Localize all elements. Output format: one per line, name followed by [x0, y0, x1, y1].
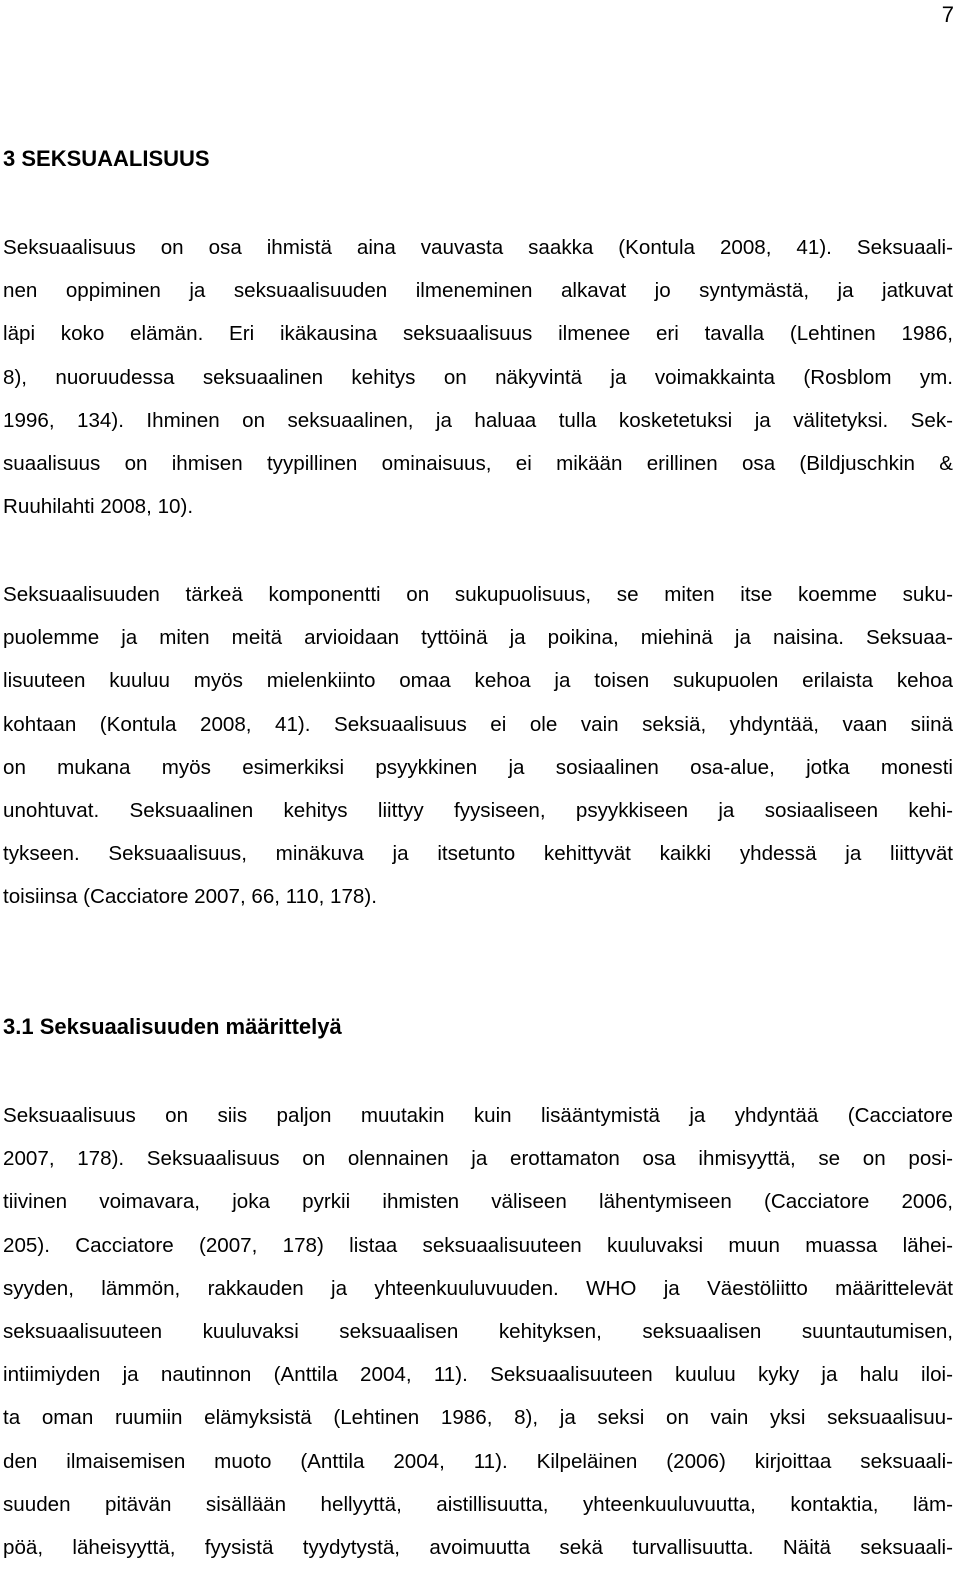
text-line: ta oman ruumiin elämyksistä (Lehtinen 1986, 8), ja seksi on vain yksi seksuaalisuu-	[3, 1406, 953, 1430]
text-line: den ilmaisemisen muoto (Anttila 2004, 11). Kilpeläinen (2006) kirjoittaa seksuaali-	[3, 1449, 953, 1473]
text-line: syyden, lämmön, rakkauden ja yhteenkuuluvuuden. WHO ja Väestöliitto määrittelevät	[3, 1276, 953, 1300]
text-line: 205). Cacciatore (2007, 178) listaa seksuaalisuuteen kuuluvaksi muun muassa lähei-	[3, 1233, 953, 1257]
section-heading: 3 SEKSUAALISUUS	[3, 146, 210, 171]
text-line: on mukana myös esimerkiksi psyykkinen ja sosiaalinen osa-alue, jotka monesti	[3, 755, 953, 779]
page-number: 7	[941, 2, 954, 27]
subsection-heading: 3.1 Seksuaalisuuden määrittelyä	[3, 1014, 342, 1039]
text-line: Seksuaalisuus on osa ihmistä aina vauvasta saakka (Kontula 2008, 41). Seksuaali-	[3, 236, 953, 259]
text-line: 8), nuoruudessa seksuaalinen kehitys on näkyvintä ja voimakkainta (Rosblom ym.	[3, 365, 953, 389]
text-line: läpi koko elämän. Eri ikäkausina seksuaalisuus ilmenee eri tavalla (Lehtinen 1986,	[3, 322, 953, 346]
text-line: Seksuaalisuuden tärkeä komponentti on sukupuolisuus, se miten itse koemme suku-	[3, 583, 953, 606]
paragraph	[3, 226, 953, 528]
text-line: tykseen. Seksuaalisuus, minäkuva ja itsetunto kehittyvät kaikki yhdessä ja liittyvät	[3, 842, 953, 866]
text-line: Seksuaalisuus on siis paljon muutakin kuin lisääntymistä ja yhdyntää (Cacciatore	[3, 1104, 953, 1127]
text-line: suaalisuus on ihmisen tyypillinen ominaisuus, ei mikään erillinen osa (Bildjuschkin &	[3, 451, 953, 475]
text-line: kohtaan (Kontula 2008, 41). Seksuaalisuus ei ole vain seksiä, yhdyntää, vaan siinä	[3, 712, 953, 736]
text-line: puolemme ja miten meitä arvioidaan tyttöinä ja poikina, miehinä ja naisina. Seksuaa-	[3, 626, 953, 650]
text-line: nen oppiminen ja seksuaalisuuden ilmeneminen alkavat jo syntymästä, ja jatkuvat	[3, 279, 953, 303]
text-line: 2007, 178). Seksuaalisuus on olennainen ja erottamaton osa ihmisyyttä, se on posi-	[3, 1147, 953, 1171]
text-line: unohtuvat. Seksuaalinen kehitys liittyy fyysiseen, psyykkiseen ja sosiaaliseen kehi-	[3, 798, 953, 822]
text-line: 1996, 134). Ihminen on seksuaalinen, ja haluaa tulla kosketetuksi ja välitetyksi. Sek-	[3, 408, 953, 432]
text-line: Ruuhilahti 2008, 10).	[3, 495, 194, 519]
text-line: intiimiyden ja nautinnon (Anttila 2004, 11). Seksuaalisuuteen kuuluu kyky ja halu iloi-	[3, 1363, 953, 1387]
paragraph	[3, 1094, 953, 1569]
text-line: suuden pitävän sisällään hellyyttä, aistillisuutta, yhteenkuuluvuutta, kontaktia, läm-	[3, 1492, 953, 1516]
text-line: tiivinen voimavara, joka pyrkii ihmisten väliseen lähentymiseen (Cacciatore 2006,	[3, 1190, 953, 1214]
text-line: pöä, läheisyyttä, fyysistä tyydytystä, avoimuutta sekä turvallisuutta. Näitä seksuaali-	[3, 1535, 953, 1559]
text-line: toisiinsa (Cacciatore 2007, 66, 110, 178).	[3, 885, 377, 909]
paragraph	[3, 573, 953, 919]
text-line: lisuuteen kuuluu myös mielenkiinto omaa kehoa ja toisen sukupuolen erilaista kehoa	[3, 669, 953, 693]
text-line: seksuaalisuuteen kuuluvaksi seksuaalisen kehityksen, seksuaalisen suuntautumisen,	[3, 1319, 953, 1343]
